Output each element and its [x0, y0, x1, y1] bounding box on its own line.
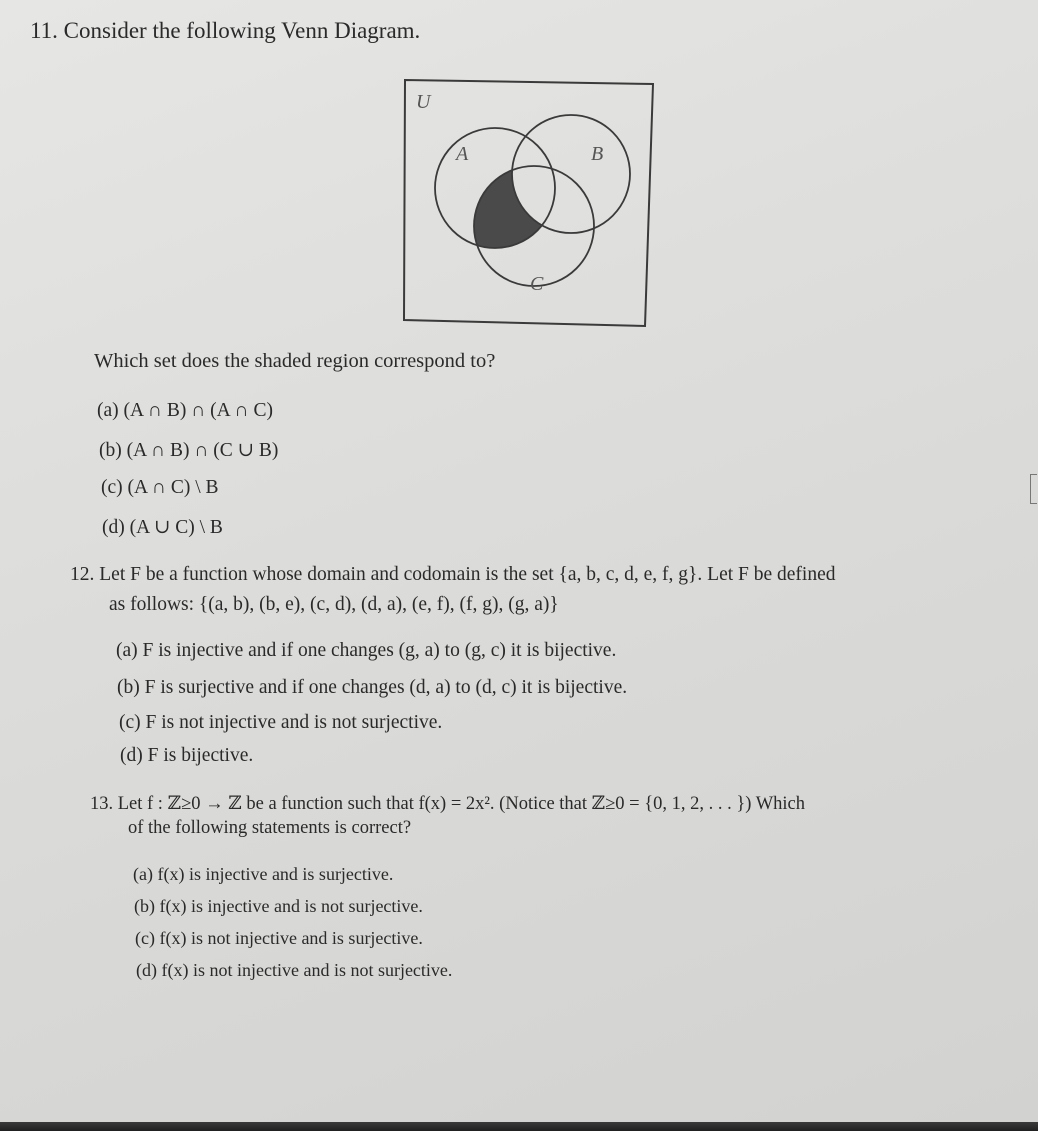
q11-option-c: (c) (A ∩ C) \ B	[101, 477, 219, 498]
q11-option-d: (d) (A ∪ C) \ B	[102, 517, 223, 538]
q11-option-b: (b) (A ∩ B) ∩ (C ∪ B)	[99, 440, 279, 461]
q12-option-b: (b) F is surjective and if one changes (d, a) to (d, c) it is bijective.	[117, 677, 628, 698]
q11-option-a: (a) (A ∩ B) ∩ (A ∩ C)	[97, 400, 274, 421]
shaded-fill	[401, 76, 657, 330]
shaded-region	[401, 76, 657, 330]
set-a-label: A	[456, 143, 469, 165]
q11-title: 11. Consider the following Venn Diagram.	[30, 18, 421, 43]
set-c-label: C	[530, 273, 544, 295]
bottom-edge-shadow	[0, 1122, 1038, 1131]
q13-stem-line2: of the following statements is correct?	[128, 818, 412, 838]
set-b-label: B	[591, 143, 604, 165]
q13-option-c: (c) f(x) is not injective and is surjective.	[135, 928, 423, 948]
q11-question: Which set does the shaded region correspond to?	[94, 350, 496, 372]
q13-option-b: (b) f(x) is injective and is not surjective.	[134, 896, 423, 916]
page-edge-mark	[1030, 474, 1037, 504]
q12-option-a: (a) F is injective and if one changes (g, a) to (g, c) it is bijective.	[116, 640, 617, 661]
universe-label: U	[416, 91, 431, 113]
q13-option-d: (d) f(x) is not injective and is not surjective.	[136, 960, 453, 980]
q12-option-c: (c) F is not injective and is not surjective.	[119, 712, 443, 733]
q12-stem-line2: as follows: {(a, b), (b, e), (c, d), (d, a), (e, f), (f, g), (g, a)}	[109, 594, 559, 615]
q13-option-a: (a) f(x) is injective and is surjective.	[133, 864, 394, 884]
q12-option-d: (d) F is bijective.	[120, 745, 254, 766]
q12-stem-line1: 12. Let F be a function whose domain and codomain is the set {a, b, c, d, e, f, g}. Let F be defined	[70, 564, 836, 585]
venn-diagram	[401, 76, 657, 330]
q13-stem-line1: 13. Let f : ℤ≥0 → ℤ be a function such that f(x) = 2x². (Notice that ℤ≥0 = {0, 1, 2, . . . }) Which	[90, 794, 806, 814]
